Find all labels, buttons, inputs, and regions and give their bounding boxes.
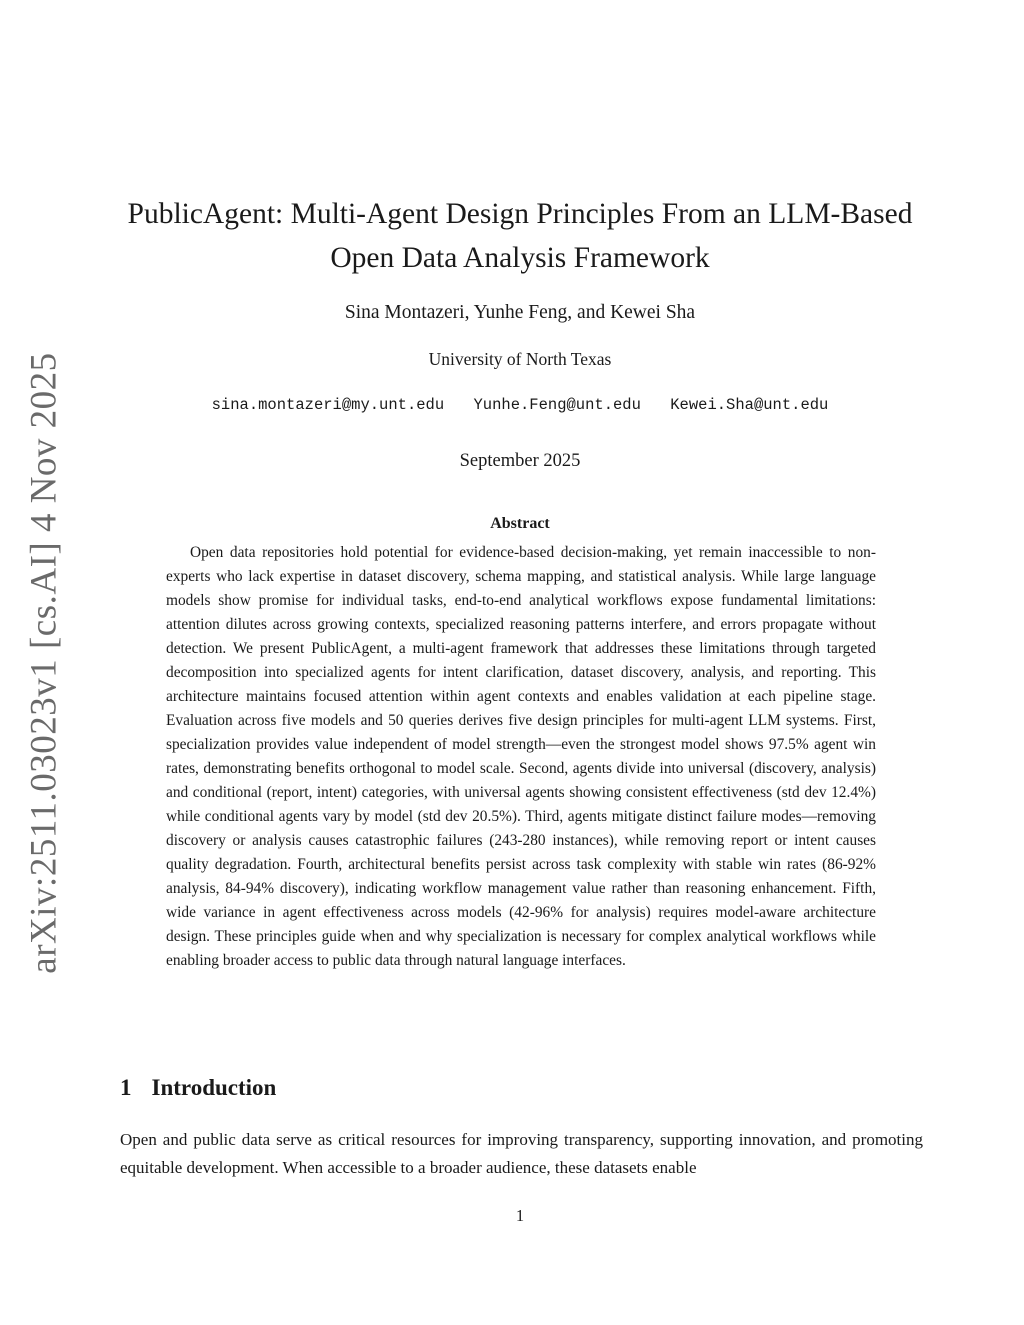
abstract-text: Open data repositories hold potential for evidence-based decision-making, yet remain inaccessible to non-experts who lack expertise in dataset discovery, schema mapping, and statistical analysis. While large language models show promise for individual tasks, end-to-end analytical workflows expose fundamental limitations: attention dilutes across growing contexts, specialized reasoning patterns interfere, and errors propagate without detection. We present PublicAgent, a multi-agent framework that addresses these limitations through targeted decomposition into specialized agents for intent clarification, dataset discovery, analysis, and reporting. This architecture maintains focused attention within agent contexts and enables validation at each pipeline stage. Evaluation across five models and 50 queries derives five design principles for multi-agent LLM systems. First, specialization provides value independent of model strength—even the strongest model shows 97.5% agent win rates, demonstrating benefits orthogonal to model scale. Second, agents divide into universal (discovery, analysis) and conditional (report, intent) categories, with universal agents showing consistent effectiveness (std dev 12.4%) while conditional agents vary by model (std dev 20.5%). Third, agents mitigate distinct failure modes—removing discovery or analysis causes catastrophic failures (243-280 instances), while removing report or intent causes quality degradation. Fourth, architectural benefits persist across task complexity with stable win rates (86-92% analysis, 84-94% discovery), indicating workflow management value rather than reasoning enhancement. Fifth, wide variance in agent effectiveness across models (42-96% for analysis) requires model-aware architecture design. These principles guide when and why specialization is necessary for complex analytical workflows while enabling broader access to public data through natural language interfaces. [166,544,876,969]
email-feng: Yunhe.Feng@unt.edu [473,396,641,414]
section-title: Introduction [151,1075,277,1100]
paper-title: PublicAgent: Multi-Agent Design Principles From an LLM-Based Open Data Analysis Framework [127,198,913,274]
section-number: 1 [120,1075,132,1100]
arxiv-sidebar-stamp [14,351,74,974]
publication-date: September 2025 [459,451,581,471]
email-list [100,396,940,414]
email-sha: Kewei.Sha@unt.edu [670,396,829,414]
section-heading-introduction [120,1075,276,1101]
abstract-heading: Abstract [490,515,550,532]
author-list: Sina Montazeri, Yunhe Feng, and Kewei Sha [344,302,696,323]
arxiv-identifier: arXiv:2511.03023v1 [cs.AI] 4 Nov 2025 [23,351,65,974]
affiliation: University of North Texas [428,349,612,369]
introduction-text: Open and public data serve as critical resources for improving transparency, supporting innovation, and promoting equitable development. When accessible to a broader audience, these datasets enable [120,1130,923,1177]
email-montazeri: sina.montazeri@my.unt.edu [211,396,445,414]
page-number: 1 [515,1206,525,1225]
